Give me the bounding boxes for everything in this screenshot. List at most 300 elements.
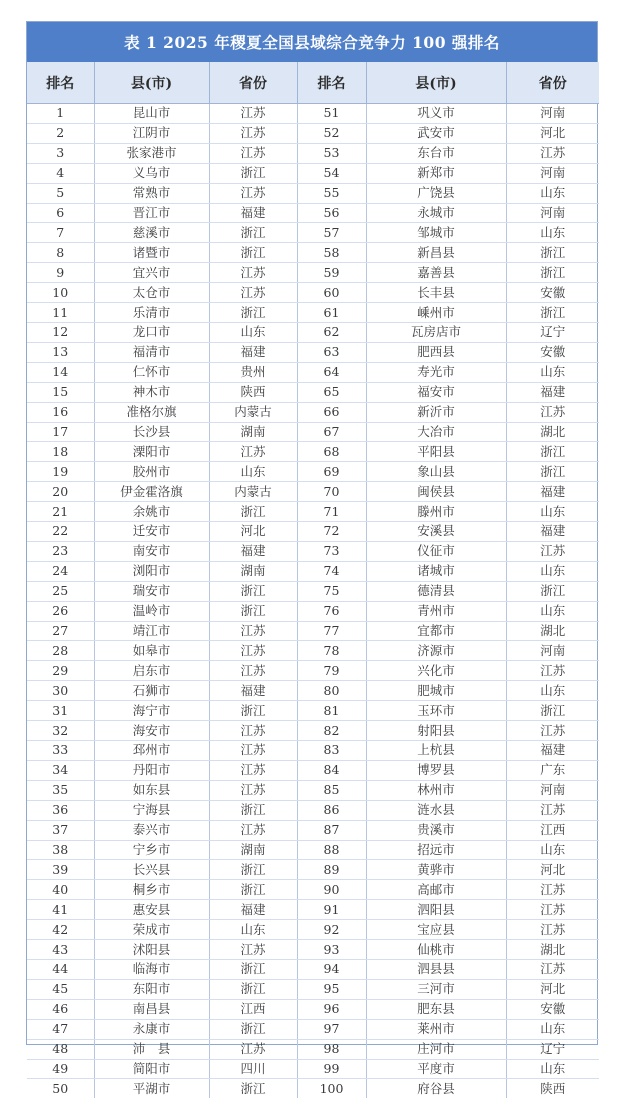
left-rank-cell: 5	[27, 183, 94, 203]
right-province-cell: 河北	[506, 123, 599, 143]
right-rank-cell: 100	[297, 1079, 366, 1098]
right-province-cell: 山东	[506, 1019, 599, 1039]
right-rank-cell: 54	[297, 163, 366, 183]
left-county-cell: 太仓市	[94, 283, 209, 303]
table-title: 表 1 2025 年稷夏全国县域综合竞争力 100 强排名	[27, 22, 597, 62]
right-province-cell: 湖北	[506, 621, 599, 641]
left-county-cell: 东阳市	[94, 979, 209, 999]
left-rank-cell: 41	[27, 900, 94, 920]
left-rank-cell: 43	[27, 940, 94, 960]
left-province-cell: 江苏	[209, 940, 297, 960]
table-row	[27, 959, 599, 979]
table-row	[27, 940, 599, 960]
right-province-cell: 安徽	[506, 342, 599, 362]
left-rank-cell: 13	[27, 342, 94, 362]
right-province-cell: 福建	[506, 482, 599, 502]
right-county-cell: 广饶县	[366, 183, 506, 203]
left-province-cell: 江苏	[209, 263, 297, 283]
left-province-cell: 浙江	[209, 163, 297, 183]
left-rank-cell: 21	[27, 502, 94, 522]
left-county-cell: 慈溪市	[94, 223, 209, 243]
right-county-cell: 滕州市	[366, 502, 506, 522]
right-province-cell: 江苏	[506, 800, 599, 820]
left-province-cell: 江苏	[209, 442, 297, 462]
right-county-cell: 玉环市	[366, 701, 506, 721]
left-county-cell: 惠安县	[94, 900, 209, 920]
right-rank-cell: 67	[297, 422, 366, 442]
right-county-cell: 宝应县	[366, 920, 506, 940]
left-county-cell: 诸暨市	[94, 243, 209, 263]
right-province-cell: 山东	[506, 681, 599, 701]
left-rank-cell: 36	[27, 800, 94, 820]
right-province-cell: 河南	[506, 163, 599, 183]
right-county-cell: 福安市	[366, 382, 506, 402]
left-province-cell: 江苏	[209, 621, 297, 641]
left-province-cell: 江苏	[209, 283, 297, 303]
right-rank-cell: 58	[297, 243, 366, 263]
right-rank-cell: 91	[297, 900, 366, 920]
right-rank-cell: 86	[297, 800, 366, 820]
right-county-cell: 嘉善县	[366, 263, 506, 283]
left-county-cell: 石狮市	[94, 681, 209, 701]
left-province-cell: 山东	[209, 322, 297, 342]
left-rank-cell: 22	[27, 522, 94, 542]
left-county-cell: 温岭市	[94, 601, 209, 621]
left-county-cell: 荣成市	[94, 920, 209, 940]
table-row	[27, 243, 599, 263]
left-province-cell: 江苏	[209, 123, 297, 143]
table-row	[27, 661, 599, 681]
left-county-cell: 临海市	[94, 959, 209, 979]
table-row	[27, 104, 599, 124]
left-rank-cell: 34	[27, 760, 94, 780]
left-county-cell: 海宁市	[94, 701, 209, 721]
right-county-cell: 安溪县	[366, 522, 506, 542]
table-row	[27, 223, 599, 243]
left-county-cell: 余姚市	[94, 502, 209, 522]
left-rank-cell: 4	[27, 163, 94, 183]
right-county-cell: 新沂市	[366, 402, 506, 422]
table-row	[27, 163, 599, 183]
right-rank-cell: 85	[297, 780, 366, 800]
right-province-cell: 山东	[506, 1059, 599, 1079]
table-row	[27, 1039, 599, 1059]
right-province-cell: 山东	[506, 601, 599, 621]
right-county-cell: 肥城市	[366, 681, 506, 701]
right-rank-cell: 59	[297, 263, 366, 283]
left-rank-cell: 8	[27, 243, 94, 263]
left-rank-cell: 23	[27, 541, 94, 561]
right-rank-cell: 53	[297, 143, 366, 163]
left-rank-cell: 17	[27, 422, 94, 442]
left-province-cell: 浙江	[209, 223, 297, 243]
right-rank-cell: 90	[297, 880, 366, 900]
right-province-cell: 河北	[506, 979, 599, 999]
left-county-cell: 平湖市	[94, 1079, 209, 1098]
right-rank-cell: 77	[297, 621, 366, 641]
left-rank-cell: 2	[27, 123, 94, 143]
table-row	[27, 760, 599, 780]
left-rank-cell: 48	[27, 1039, 94, 1059]
left-county-cell: 长兴县	[94, 860, 209, 880]
right-county-cell: 肥东县	[366, 999, 506, 1019]
right-rank-cell: 92	[297, 920, 366, 940]
right-province-cell: 江西	[506, 820, 599, 840]
right-county-cell: 仪征市	[366, 541, 506, 561]
table-row	[27, 820, 599, 840]
table-row	[27, 780, 599, 800]
left-province-cell: 福建	[209, 203, 297, 223]
right-rank-cell: 65	[297, 382, 366, 402]
left-county-cell: 南安市	[94, 541, 209, 561]
right-county-cell: 大冶市	[366, 422, 506, 442]
right-province-cell: 浙江	[506, 243, 599, 263]
right-county-cell: 寿光市	[366, 362, 506, 382]
left-rank-cell: 29	[27, 661, 94, 681]
right-rank-cell: 99	[297, 1059, 366, 1079]
left-province-cell: 山东	[209, 920, 297, 940]
right-province-cell: 浙江	[506, 701, 599, 721]
left-rank-cell: 40	[27, 880, 94, 900]
left-province-cell: 福建	[209, 541, 297, 561]
left-rank-cell: 18	[27, 442, 94, 462]
right-county-cell: 肥西县	[366, 342, 506, 362]
right-county-cell: 莱州市	[366, 1019, 506, 1039]
right-province-cell: 安徽	[506, 283, 599, 303]
right-province-cell: 江苏	[506, 143, 599, 163]
left-rank-cell: 12	[27, 322, 94, 342]
right-county-cell: 长丰县	[366, 283, 506, 303]
right-rank-cell: 82	[297, 721, 366, 741]
left-rank-cell: 20	[27, 482, 94, 502]
left-rank-cell: 47	[27, 1019, 94, 1039]
left-rank-cell: 44	[27, 959, 94, 979]
left-province-cell: 江苏	[209, 143, 297, 163]
left-province-cell: 江苏	[209, 760, 297, 780]
left-rank-cell: 24	[27, 561, 94, 581]
right-province-cell: 安徽	[506, 999, 599, 1019]
left-province-cell: 浙江	[209, 581, 297, 601]
right-county-cell: 平阳县	[366, 442, 506, 462]
left-rank-cell: 38	[27, 840, 94, 860]
right-rank-cell: 89	[297, 860, 366, 880]
right-county-cell: 仙桃市	[366, 940, 506, 960]
right-rank-cell: 71	[297, 502, 366, 522]
left-county-cell: 邳州市	[94, 741, 209, 761]
left-province-cell: 贵州	[209, 362, 297, 382]
left-province-cell: 湖南	[209, 840, 297, 860]
table-row	[27, 422, 599, 442]
table-row	[27, 522, 599, 542]
left-county-cell: 龙口市	[94, 322, 209, 342]
right-rank-cell: 95	[297, 979, 366, 999]
right-rank-cell: 69	[297, 462, 366, 482]
right-county-cell: 东台市	[366, 143, 506, 163]
right-province-cell: 湖北	[506, 940, 599, 960]
right-province-cell: 陕西	[506, 1079, 599, 1098]
left-province-cell: 江苏	[209, 721, 297, 741]
right-county-cell: 邹城市	[366, 223, 506, 243]
right-rank-cell: 74	[297, 561, 366, 581]
left-county-cell: 江阴市	[94, 123, 209, 143]
right-rank-cell: 98	[297, 1039, 366, 1059]
right-county-cell: 三河市	[366, 979, 506, 999]
left-rank-cell: 19	[27, 462, 94, 482]
ranking-table	[27, 62, 599, 1098]
left-province-cell: 浙江	[209, 243, 297, 263]
left-province-cell: 江苏	[209, 820, 297, 840]
left-county-cell: 沭阳县	[94, 940, 209, 960]
table-row	[27, 681, 599, 701]
left-rank-cell: 15	[27, 382, 94, 402]
right-county-cell: 涟水县	[366, 800, 506, 820]
right-province-cell: 江苏	[506, 402, 599, 422]
left-province-cell: 浙江	[209, 979, 297, 999]
table-row	[27, 1019, 599, 1039]
left-rank-cell: 16	[27, 402, 94, 422]
left-county-cell: 靖江市	[94, 621, 209, 641]
left-rank-cell: 31	[27, 701, 94, 721]
right-county-cell: 新昌县	[366, 243, 506, 263]
left-county-cell: 沛 县	[94, 1039, 209, 1059]
left-rank-cell: 25	[27, 581, 94, 601]
right-province-cell: 山东	[506, 183, 599, 203]
right-county-cell: 兴化市	[366, 661, 506, 681]
left-province-cell: 内蒙古	[209, 402, 297, 422]
table-row	[27, 1079, 599, 1098]
right-rank-cell: 79	[297, 661, 366, 681]
left-province-cell: 江苏	[209, 641, 297, 661]
right-province-cell: 江苏	[506, 959, 599, 979]
left-rank-cell: 50	[27, 1079, 94, 1098]
header-rank-left: 排名	[27, 62, 94, 104]
left-rank-cell: 3	[27, 143, 94, 163]
right-county-cell: 泗县县	[366, 959, 506, 979]
right-county-cell: 林州市	[366, 780, 506, 800]
right-rank-cell: 81	[297, 701, 366, 721]
table-row	[27, 482, 599, 502]
left-province-cell: 浙江	[209, 601, 297, 621]
table-row	[27, 999, 599, 1019]
right-province-cell: 河南	[506, 641, 599, 661]
left-province-cell: 四川	[209, 1059, 297, 1079]
right-province-cell: 浙江	[506, 462, 599, 482]
right-province-cell: 江苏	[506, 721, 599, 741]
left-province-cell: 浙江	[209, 860, 297, 880]
left-province-cell: 福建	[209, 342, 297, 362]
table-row	[27, 561, 599, 581]
left-county-cell: 如东县	[94, 780, 209, 800]
right-rank-cell: 60	[297, 283, 366, 303]
left-county-cell: 海安市	[94, 721, 209, 741]
right-province-cell: 河南	[506, 203, 599, 223]
right-county-cell: 高邮市	[366, 880, 506, 900]
right-province-cell: 河北	[506, 860, 599, 880]
right-province-cell: 浙江	[506, 581, 599, 601]
header-province-right: 省份	[506, 62, 599, 104]
right-rank-cell: 83	[297, 741, 366, 761]
left-province-cell: 浙江	[209, 502, 297, 522]
left-county-cell: 瑞安市	[94, 581, 209, 601]
right-rank-cell: 87	[297, 820, 366, 840]
table-row	[27, 860, 599, 880]
left-rank-cell: 37	[27, 820, 94, 840]
left-county-cell: 长沙县	[94, 422, 209, 442]
left-county-cell: 泰兴市	[94, 820, 209, 840]
left-province-cell: 浙江	[209, 800, 297, 820]
table-row	[27, 641, 599, 661]
left-province-cell: 江苏	[209, 104, 297, 124]
left-rank-cell: 28	[27, 641, 94, 661]
left-county-cell: 福清市	[94, 342, 209, 362]
header-rank-right: 排名	[297, 62, 366, 104]
left-province-cell: 江苏	[209, 661, 297, 681]
table-row	[27, 800, 599, 820]
table-row	[27, 342, 599, 362]
right-rank-cell: 88	[297, 840, 366, 860]
table-row	[27, 541, 599, 561]
right-county-cell: 德清县	[366, 581, 506, 601]
left-county-cell: 昆山市	[94, 104, 209, 124]
right-rank-cell: 64	[297, 362, 366, 382]
left-rank-cell: 35	[27, 780, 94, 800]
right-rank-cell: 52	[297, 123, 366, 143]
right-county-cell: 武安市	[366, 123, 506, 143]
right-county-cell: 诸城市	[366, 561, 506, 581]
header-county-right: 县(市)	[366, 62, 506, 104]
right-county-cell: 新郑市	[366, 163, 506, 183]
left-county-cell: 永康市	[94, 1019, 209, 1039]
left-county-cell: 仁怀市	[94, 362, 209, 382]
right-province-cell: 福建	[506, 382, 599, 402]
right-rank-cell: 62	[297, 322, 366, 342]
left-rank-cell: 46	[27, 999, 94, 1019]
table-row	[27, 1059, 599, 1079]
right-rank-cell: 61	[297, 303, 366, 323]
table-body	[27, 104, 599, 1098]
left-province-cell: 江西	[209, 999, 297, 1019]
right-province-cell: 山东	[506, 362, 599, 382]
left-rank-cell: 6	[27, 203, 94, 223]
table-row	[27, 502, 599, 522]
right-county-cell: 招远市	[366, 840, 506, 860]
left-rank-cell: 10	[27, 283, 94, 303]
right-province-cell: 广东	[506, 760, 599, 780]
ranking-table-frame	[26, 21, 598, 1045]
left-rank-cell: 32	[27, 721, 94, 741]
right-province-cell: 湖北	[506, 422, 599, 442]
right-rank-cell: 96	[297, 999, 366, 1019]
right-county-cell: 宜都市	[366, 621, 506, 641]
right-province-cell: 山东	[506, 561, 599, 581]
left-province-cell: 内蒙古	[209, 482, 297, 502]
right-province-cell: 辽宁	[506, 322, 599, 342]
left-rank-cell: 7	[27, 223, 94, 243]
right-county-cell: 嵊州市	[366, 303, 506, 323]
right-province-cell: 浙江	[506, 263, 599, 283]
right-county-cell: 博罗县	[366, 760, 506, 780]
right-rank-cell: 70	[297, 482, 366, 502]
table-row	[27, 462, 599, 482]
left-county-cell: 迁安市	[94, 522, 209, 542]
table-row	[27, 203, 599, 223]
right-rank-cell: 63	[297, 342, 366, 362]
left-county-cell: 启东市	[94, 661, 209, 681]
left-county-cell: 伊金霍洛旗	[94, 482, 209, 502]
right-rank-cell: 72	[297, 522, 366, 542]
left-county-cell: 宁乡市	[94, 840, 209, 860]
table-row	[27, 283, 599, 303]
right-county-cell: 青州市	[366, 601, 506, 621]
left-province-cell: 江苏	[209, 780, 297, 800]
right-rank-cell: 75	[297, 581, 366, 601]
right-county-cell: 贵溪市	[366, 820, 506, 840]
left-county-cell: 如皋市	[94, 641, 209, 661]
table-row	[27, 322, 599, 342]
left-province-cell: 福建	[209, 681, 297, 701]
left-county-cell: 浏阳市	[94, 561, 209, 581]
right-rank-cell: 80	[297, 681, 366, 701]
header-row	[27, 62, 599, 104]
right-province-cell: 江苏	[506, 920, 599, 940]
right-county-cell: 巩义市	[366, 104, 506, 124]
left-province-cell: 湖南	[209, 422, 297, 442]
left-province-cell: 浙江	[209, 959, 297, 979]
table-row	[27, 880, 599, 900]
left-county-cell: 晋江市	[94, 203, 209, 223]
left-county-cell: 常熟市	[94, 183, 209, 203]
right-rank-cell: 93	[297, 940, 366, 960]
right-province-cell: 河南	[506, 780, 599, 800]
right-province-cell: 福建	[506, 741, 599, 761]
table-row	[27, 900, 599, 920]
left-province-cell: 江苏	[209, 1039, 297, 1059]
left-rank-cell: 1	[27, 104, 94, 124]
left-county-cell: 准格尔旗	[94, 402, 209, 422]
right-county-cell: 永城市	[366, 203, 506, 223]
left-county-cell: 张家港市	[94, 143, 209, 163]
right-county-cell: 闽侯县	[366, 482, 506, 502]
right-rank-cell: 84	[297, 760, 366, 780]
left-province-cell: 浙江	[209, 303, 297, 323]
right-county-cell: 平度市	[366, 1059, 506, 1079]
right-rank-cell: 55	[297, 183, 366, 203]
left-province-cell: 福建	[209, 900, 297, 920]
right-province-cell: 福建	[506, 522, 599, 542]
table-row	[27, 840, 599, 860]
left-province-cell: 浙江	[209, 701, 297, 721]
right-rank-cell: 66	[297, 402, 366, 422]
left-county-cell: 乐清市	[94, 303, 209, 323]
right-rank-cell: 56	[297, 203, 366, 223]
right-province-cell: 山东	[506, 840, 599, 860]
right-province-cell: 山东	[506, 502, 599, 522]
left-county-cell: 溧阳市	[94, 442, 209, 462]
table-row	[27, 721, 599, 741]
left-province-cell: 浙江	[209, 880, 297, 900]
left-rank-cell: 39	[27, 860, 94, 880]
table-row	[27, 741, 599, 761]
right-county-cell: 上杭县	[366, 741, 506, 761]
right-province-cell: 江苏	[506, 661, 599, 681]
right-province-cell: 江苏	[506, 880, 599, 900]
right-province-cell: 辽宁	[506, 1039, 599, 1059]
left-county-cell: 丹阳市	[94, 760, 209, 780]
table-row	[27, 920, 599, 940]
table-row	[27, 701, 599, 721]
right-province-cell: 河南	[506, 104, 599, 124]
left-rank-cell: 27	[27, 621, 94, 641]
